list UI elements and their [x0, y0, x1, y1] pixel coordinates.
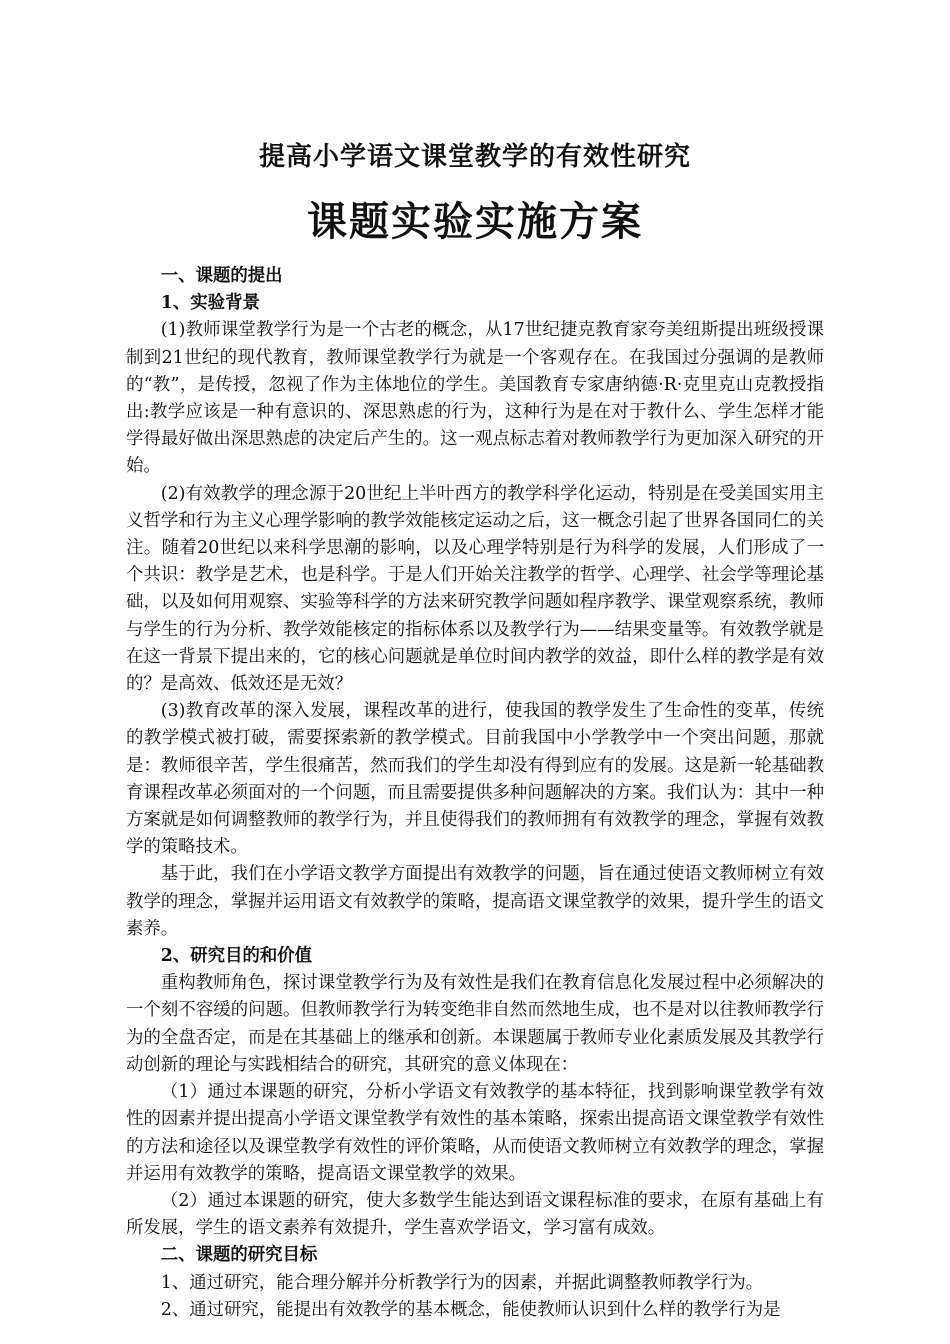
- section-heading-2: 二、课题的研究目标: [160, 1245, 318, 1266]
- paragraph-purpose-1: 重构教师角色，探讨课堂教学行为及有效性是我们在教育信息化发展过程中必须解决的一个刻不容缓的问题。但教师教学行为转变绝非自然而然地生成，也不是对以往教师教学行为的全盘否定，而是在其基础上的继承和创新。本课题属于教师专业化素质发展及其教学行动创新的理论与实践相结合的研究，其研究的意义体现在：: [126, 973, 824, 1075]
- section-heading-1: 一、课题的提出: [160, 266, 283, 286]
- document-title: 课题实验实施方案: [307, 198, 643, 245]
- paragraph-goal-1: 1、通过研究，能合理分解并分析教学行为的因素，并据此调整教师教学行为。: [160, 1272, 764, 1293]
- document-subtitle: 提高小学语文课堂教学的有效性研究: [258, 142, 691, 172]
- paragraph-goal-2: 2、通过研究，能提出有效教学的基本概念，能使教师认识到什么样的教学行为是: [160, 1299, 781, 1320]
- subsection-heading-purpose: 2、研究目的和价值: [160, 946, 313, 967]
- document-body: [126, 263, 824, 1324]
- paragraph-background-3: (3)教育改革的深入发展，课程改革的进行，使我国的教学发生了生命性的变革，传统的教学模式被打破，需要探索新的教学模式。目前我国中小学教学中一个突出问题，那就是：教师很辛苦，学生很痛苦，然而我们的学生却没有得到应有的发展。这是新一轮基础教育课程改革必须面对的一个问题，而且需要提供多种问题解决的方案。我们认为：其中一种方案就是如何调整教师的教学行为，并且使得我们的教师拥有有效教学的理念，掌握有效教学的策略技术。: [126, 701, 824, 858]
- paragraph-background-4: 基于此，我们在小学语文教学方面提出有效教学的问题，旨在通过使语文教师树立有效教学的理念，掌握并运用语文有效教学的策略，提高语文课堂教学的效果，提升学生的语文素养。: [126, 864, 824, 939]
- subsection-heading-background: 1、实验背景: [160, 293, 260, 314]
- paragraph-purpose-2: （1）通过本课题的研究，分析小学语文有效教学的基本特征，找到影响课堂教学有效性的因素并提出提高小学语文课堂教学有效性的基本策略，探索出提高语文课堂教学有效性的方法和途径以及课堂教学有效性的评价策略，从而使语文教师树立有效教学的理念，掌握并运用有效教学的策略，提高语文课堂教学的效果。: [126, 1082, 824, 1184]
- paragraph-background-2: (2)有效教学的理念源于20世纪上半叶西方的教学科学化运动，特别是在受美国实用主义哲学和行为主义心理学影响的教学效能核定运动之后，这一概念引起了世界各国同仁的关注。随着20世纪以来科学思潮的影响，以及心理学特别是行为科学的发展，人们形成了一个共识：教学是艺术，也是科学。于是人们开始关注教学的哲学、心理学、社会学等理论基础，以及如何用观察、实验等科学的方法来研究教学问题如程序教学、课堂观察系统，教师与学生的行为分析、教学效能核定的指标体系以及教学行为——结果变量等。有效教学就是在这一背景下提出来的，它的核心问题就是单位时间内教学的效益，即什么样的教学是有效的？是高效、低效还是无效？: [126, 483, 824, 695]
- paragraph-background-1: (1)教师课堂教学行为是一个古老的概念，从17世纪捷克教育家夸美纽斯提出班级授课制到21世纪的现代教育，教师课堂教学行为就是一个客观存在。在我国过分强调的是教师的“教”，是传授，忽视了作为主体地位的学生。美国教育专家唐纳德·R·克里克山克教授指出:教学应该是一种有意识的、深思熟虑的行为，这种行为是在对于教什么、学生怎样才能学得最好做出深思熟虑的决定后产生的。这一观点标志着对教师教学行为更加深入研究的开始。: [126, 320, 824, 477]
- paragraph-purpose-3: （2）通过本课题的研究，使大多数学生能达到语文课程标准的要求，在原有基础上有所发展，学生的语文素养有效提升，学生喜欢学语文，学习富有成效。: [126, 1190, 824, 1239]
